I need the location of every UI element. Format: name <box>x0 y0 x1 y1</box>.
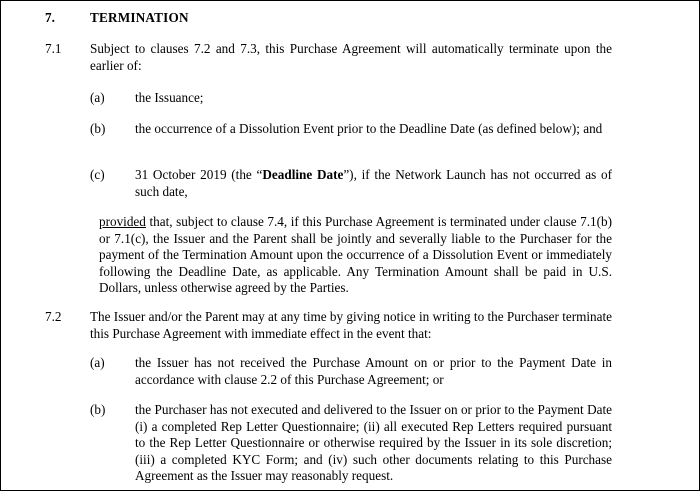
item-text-7-1-c <box>135 167 612 200</box>
item-text-7-2-a: the Issuer has not received the Purchase Amount on or prior to the Payment Date in accordance with clause 2.2 of this Purchase Agreement; or <box>135 355 612 387</box>
item-text-7-1-b: the occurrence of a Dissolution Event prior to the Deadline Date (as defined below); and <box>135 121 603 136</box>
item-text-7-2-b: the Purchaser has not executed and delivered to the Issuer on or prior to the Payment Date (i) a completed Rep Letter Questionnaire; (ii) all executed Rep Letters required pursuant to the Rep Letter Questionnaire or otherwise required by the Issuer in its sole discretion; (iii) a completed KYC Form; and (iv) such other documents relating to this Purchase Agreement as the Issuer may reasonably request. <box>135 402 612 483</box>
item-text-7-1-c-before: 31 October 2019 (the “ <box>135 167 263 182</box>
clause-7-2-text: The Issuer and/or the Parent may at any time by giving notice in writing to the Purchaser terminate this Purchase Agreement with immediate effect in the event that: <box>90 309 612 341</box>
item-text-7-1-a: the Issuance; <box>135 90 204 105</box>
section-number: 7. <box>45 10 55 25</box>
proviso-text: that, subject to clause 7.4, if this Purchase Agreement is terminated under clause 7.1(b) or 7.1(c), the Issuer and the Parent shall be jointly and severally liable to the Purchaser for the payment of the Termination Amount upon the occurrence of a Dissolution Event or immediately following the Deadline Date, as applicable. Any Termination Amount shall be paid in U.S. Dollars, unless otherwise agreed by the Parties. <box>99 214 612 295</box>
item-text-7-1-c-after: ”), if the Network Launch has not occurred as of such date, <box>135 167 612 199</box>
item-label-7-2-b: (b) <box>90 402 106 417</box>
proviso-underlined: provided <box>99 214 146 229</box>
item-label-7-1-c: (c) <box>90 167 105 182</box>
section-title: TERMINATION <box>90 10 189 25</box>
item-label-7-1-b: (b) <box>90 121 106 136</box>
clause-7-1-text: Subject to clauses 7.2 and 7.3, this Purchase Agreement will automatically terminate upon the earlier of: <box>90 41 612 73</box>
clause-number-7-2: 7.2 <box>45 309 62 324</box>
deadline-date-term: Deadline Date <box>262 167 344 182</box>
item-label-7-2-a: (a) <box>90 355 105 370</box>
clause-number-7-1: 7.1 <box>45 41 62 56</box>
item-label-7-1-a: (a) <box>90 90 105 105</box>
proviso-paragraph <box>99 214 612 297</box>
